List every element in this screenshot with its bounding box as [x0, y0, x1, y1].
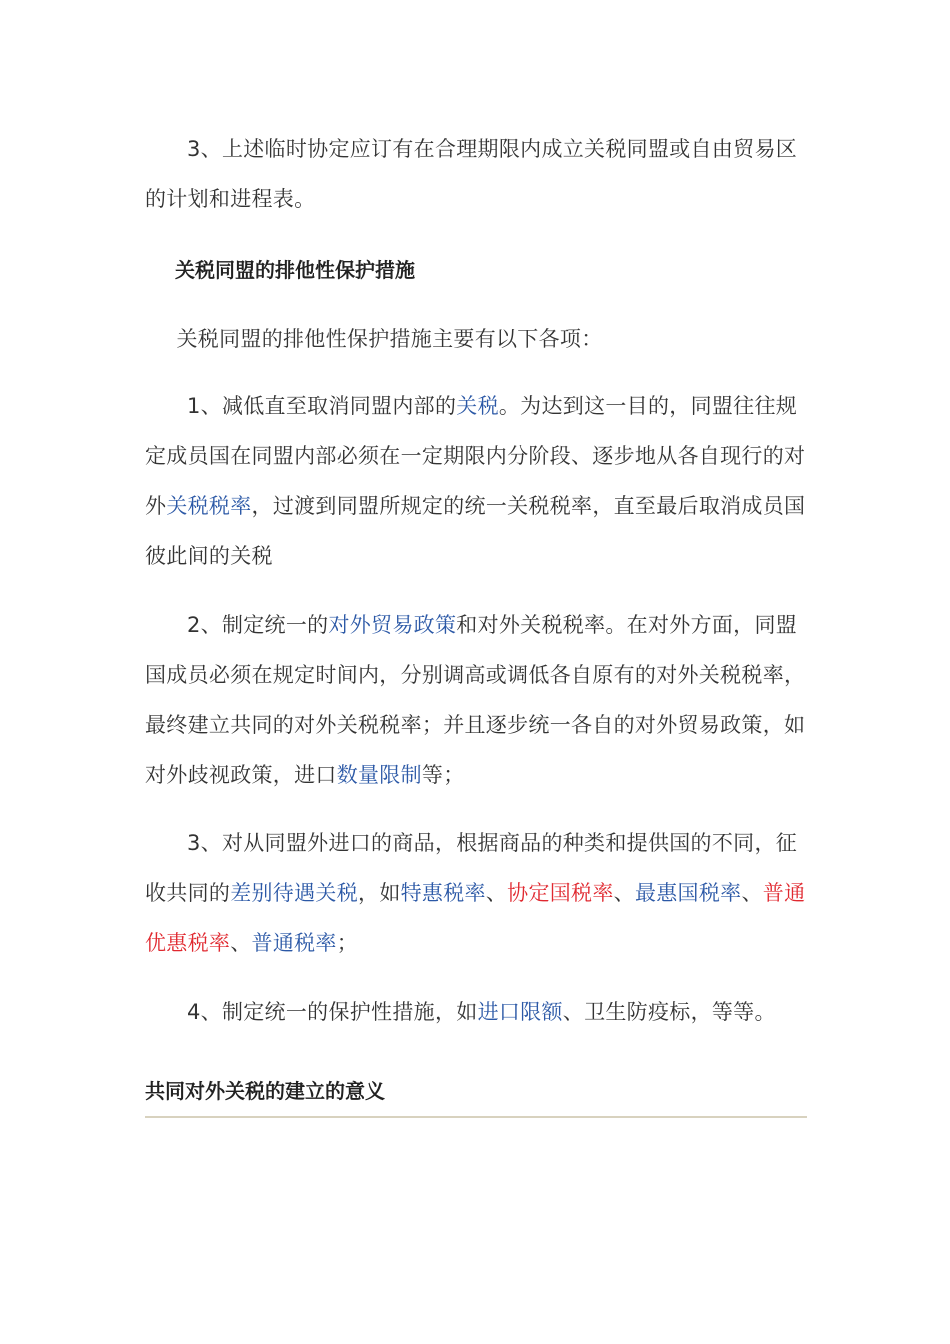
heading-common-tariff-significance: 共同对外关税的建立的意义: [145, 1079, 385, 1103]
item-2-text-c: 等；: [421, 763, 465, 787]
paragraph-plan: [145, 124, 810, 224]
separator: 、: [741, 881, 763, 905]
paragraph-intro-text: 关税同盟的排他性保护措施主要有以下各项：: [176, 327, 603, 351]
heading-exclusive-measures: 关税同盟的排他性保护措施: [175, 258, 415, 282]
item-2-text-a: 2、制定统一的: [187, 613, 329, 637]
item-4-text-b: 、卫生防疫标，等等。: [562, 1000, 776, 1024]
item-1-text-a: 1、减低直至取消同盟内部的: [187, 394, 457, 418]
separator: 、: [613, 881, 635, 905]
link-import-quota[interactable]: 进口限额: [477, 1000, 563, 1024]
link-tariff[interactable]: 关税: [456, 394, 499, 418]
paragraph-plan-text: 3、上述临时协定应订有在合理期限内成立关税同盟或自由贸易区的计划和进程表。: [145, 137, 798, 211]
link-agreement-rate[interactable]: 协定国税率: [507, 881, 614, 905]
paragraph-item-2: [145, 600, 810, 800]
paragraph-item-1: [145, 381, 810, 581]
separator: 、: [485, 881, 508, 905]
link-quantity-restriction[interactable]: 数量限制: [336, 763, 422, 787]
item-3-text-c: ；: [336, 931, 359, 955]
paragraph-item-3: [145, 818, 810, 968]
item-2-text-b: 和对外关税税率。在对外方面，同盟国成员必须在规定时间内，分别调高或调低各自原有的对外关税税率，最终建立共同的对外关税税率；并且逐步统一各自的对外贸易政策，如对外歧视政策，进口: [145, 613, 806, 787]
link-preferential-rate[interactable]: 特惠税率: [400, 881, 486, 905]
item-3-text-a: 3、对从同盟外进口的商品，根据商品的种类和提供国的不同，征收共同的: [145, 831, 798, 905]
item-1-text-c: ，过渡到同盟所规定的统一关税税率，直至最后取消成员国彼此间的关税: [145, 494, 806, 568]
section-divider: [145, 1116, 807, 1118]
item-3-text-b: ，如: [358, 881, 401, 905]
paragraph-item-4: [145, 987, 810, 1037]
link-general-rate[interactable]: 普通税率: [251, 931, 337, 955]
link-mfn-rate[interactable]: 最惠国税率: [634, 881, 742, 905]
item-1-text-b: 。为达到这一目的，同盟往往规定成员国在同盟内部必须在一定期限内分阶段、逐步地从各自现行的对外: [145, 394, 806, 518]
item-4-text-a: 4、制定统一的保护性措施，如: [187, 1000, 478, 1024]
link-general-preferential-rate[interactable]: 普通优惠税率: [145, 881, 806, 955]
link-foreign-trade-policy[interactable]: 对外贸易政策: [328, 613, 457, 637]
link-differential-tariff[interactable]: 差别待遇关税: [230, 881, 359, 905]
paragraph-intro: [145, 314, 810, 364]
separator: 、: [230, 931, 252, 955]
link-tariff-rate[interactable]: 关税税率: [166, 494, 252, 518]
